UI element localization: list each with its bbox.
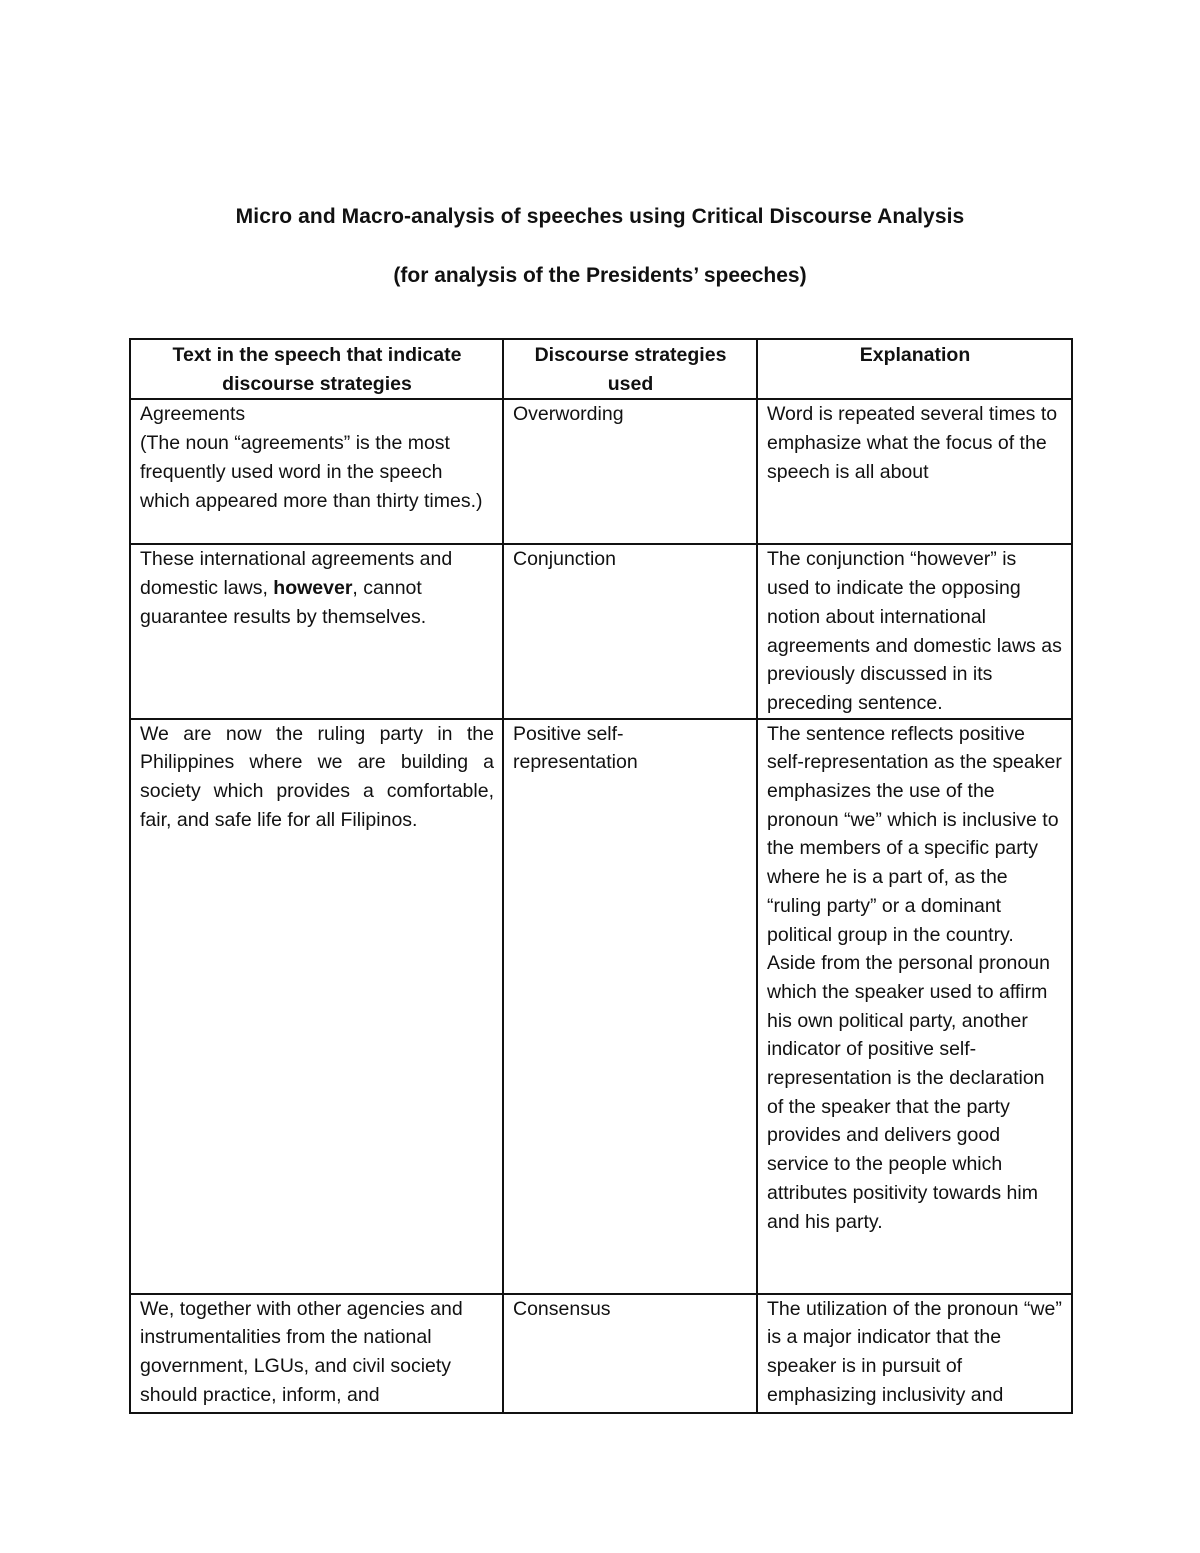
table-header-row xyxy=(130,339,1072,399)
speech-text-cell xyxy=(130,399,503,544)
table-row xyxy=(130,544,1072,718)
header-explanation: Explanation xyxy=(757,339,1072,399)
explanation-cell: Word is repeated several times to emphasize what the focus of the speech is all about xyxy=(757,399,1072,544)
table-row xyxy=(130,719,1072,1294)
speech-text-emphasis: however xyxy=(273,577,353,600)
strategy-cell: Overwording xyxy=(503,399,757,544)
explanation-cell: The utilization of the pronoun “we” is a major indicator that the speaker is in pursuit of emphasizing inclusivity and xyxy=(757,1294,1072,1413)
header-discourse-strategies: Discourse strategies used xyxy=(503,339,757,399)
strategy-cell: Positive self-representation xyxy=(503,719,757,1294)
explanation-cell: The sentence reflects positive self-representation as the speaker emphasizes the use of the pronoun “we” which is inclusive to the members of a specific party where he is a part of, as the “ruling party” or a dominant political group in the country. Aside from the personal pronoun which the speaker used to affirm his own political party, another indicator of positive self-representation is the declaration of the speaker that the party provides and delivers good service to the people which attributes positivity towards him and his party. xyxy=(757,719,1072,1294)
speech-text-cell xyxy=(130,544,503,718)
strategy-cell: Conjunction xyxy=(503,544,757,718)
page-subtitle: (for analysis of the Presidents’ speeches) xyxy=(393,264,807,287)
analysis-table xyxy=(129,338,1073,1414)
explanation-cell: The conjunction “however” is used to indicate the opposing notion about international agreements and domestic laws as previously discussed in its preceding sentence. xyxy=(757,544,1072,718)
table-row xyxy=(130,1294,1072,1413)
page-title: Micro and Macro-analysis of speeches using Critical Discourse Analysis xyxy=(235,205,965,228)
strategy-cell: Consensus xyxy=(503,1294,757,1413)
speech-text-heading: Agreements xyxy=(140,403,246,426)
speech-text-before: These international agreements and domestic laws, xyxy=(140,548,453,600)
table-row xyxy=(130,399,1072,544)
speech-text-after: , cannot guarantee results by themselves. xyxy=(140,577,427,628)
speech-text-note: (The noun “agreements” is the most frequently used word in the speech which appeared more than thirty times.) xyxy=(140,432,483,512)
speech-text-cell: We, together with other agencies and instrumentalities from the national government, LGUs, and civil society should practice, inform, and xyxy=(130,1294,503,1413)
speech-text-cell: We are now the ruling party in the Philippines where we are building a society which provides a comfortable, fair, and safe life for all Filipinos. xyxy=(130,719,503,1294)
header-speech-text: Text in the speech that indicate discourse strategies xyxy=(130,339,503,399)
